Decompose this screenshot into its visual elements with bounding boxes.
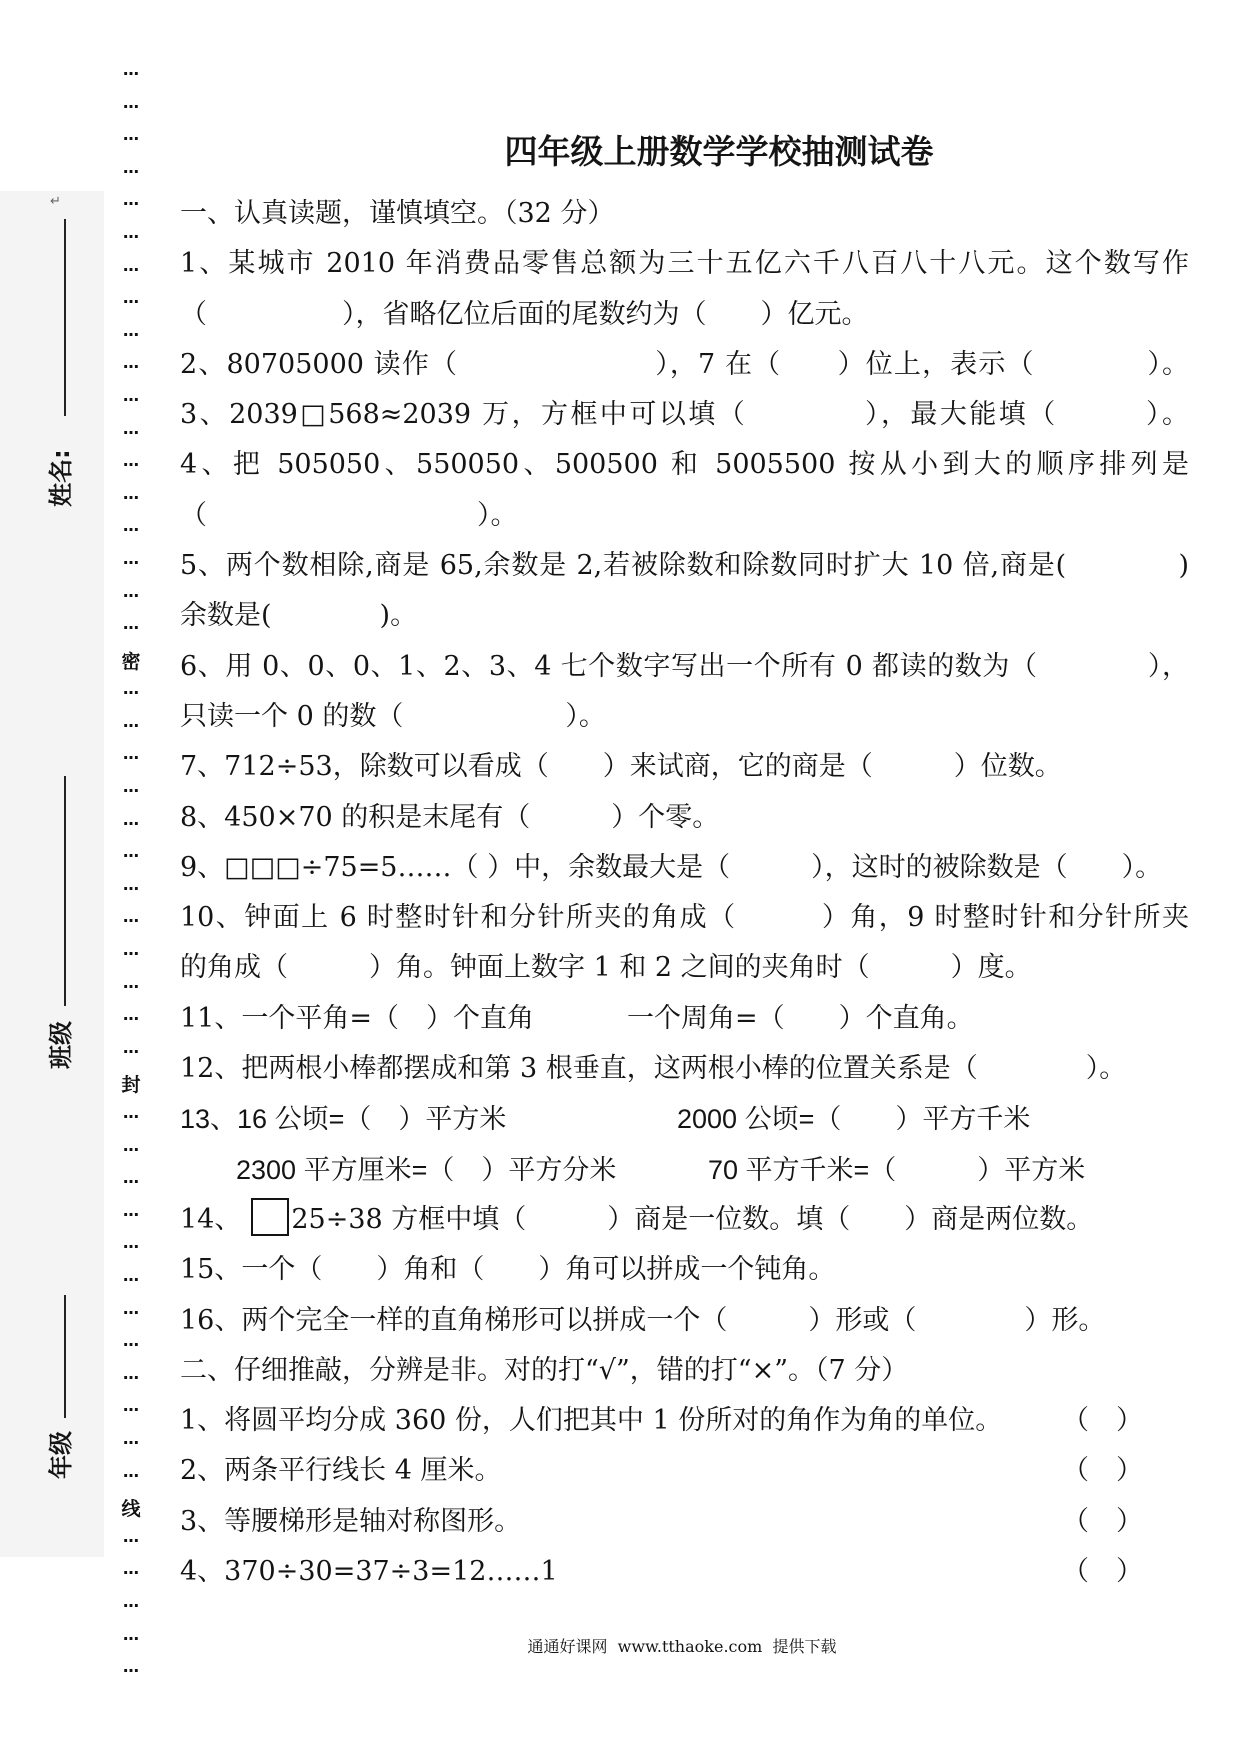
question-4-line-2: （ ）。 <box>180 499 518 531</box>
dot-leader: … <box>123 842 139 862</box>
question-3: 3、2039□568≈2039 万，方框中可以填（ ），最大能填（ ）。 <box>180 399 1189 431</box>
judgement-item-3 <box>180 1497 1189 1547</box>
dot-leader: … <box>123 255 139 275</box>
dot-leader: … <box>123 320 139 340</box>
dot-leader: … <box>123 1559 139 1579</box>
question-8: 8、450×70 的积是末尾有（ ）个零。 <box>180 801 720 833</box>
dot-leader: … <box>123 1331 139 1351</box>
judgement-item-2 <box>180 1446 1189 1496</box>
dot-leader: … <box>123 809 139 829</box>
dot-leader: … <box>123 1200 139 1220</box>
dot-leader: … <box>123 92 139 112</box>
question-1-line-2: （ ），省略亿位后面的尾数约为（ ）亿元。 <box>180 298 869 330</box>
judgement-item-2-text: 2、两条平行线长 4 厘米。 <box>180 1455 502 1487</box>
name-label: 姓名: <box>47 449 75 507</box>
dot-leader: … <box>123 1657 139 1677</box>
judgement-item-1-answer: （ ） <box>1062 1405 1143 1437</box>
paragraph-mark: ↵ <box>50 194 61 209</box>
page-footer: 通通好课网 www.tthaoke.com 提供下载 <box>527 1637 837 1656</box>
dot-leader: … <box>123 1298 139 1318</box>
dot-leader: … <box>123 1591 139 1611</box>
dot-leader: … <box>123 1526 139 1546</box>
dot-leader: … <box>123 1005 139 1025</box>
question-13-cm2-to-dm2: 2300 平方厘米=（ ）平方分米 <box>236 1154 617 1185</box>
dot-leader: … <box>123 1103 139 1122</box>
question-1-line-1: 1、某城市 2010 年消费品零售总额为三十五亿六千八百八十八元。这个数写作 <box>180 248 1189 280</box>
dot-leader: … <box>123 157 139 177</box>
dot-leader: … <box>123 940 139 960</box>
question-6-line-1: 6、用 0、0、0、1、2、3、4 七个数字写出一个所有 0 都读的数为（ ）， <box>180 650 1189 682</box>
part2-heading: 二、仔细推敲，分辨是非。对的打“√”，错的打“×”。（7 分） <box>180 1354 909 1386</box>
dot-leader: … <box>123 1233 139 1253</box>
name-write-line <box>64 219 66 416</box>
exam-title: 四年级上册数学学校抽测试卷 <box>504 132 934 171</box>
judgement-item-1 <box>180 1396 1189 1446</box>
question-14-text: 25÷38 方框中填（ ）商是一位数。填（ ）商是两位数。 <box>291 1203 1094 1235</box>
question-14-number: 14、 <box>180 1203 242 1235</box>
question-16: 16、两个完全一样的直角梯形可以拼成一个（ ）形或（ ）形。 <box>180 1304 1106 1336</box>
binding-margin-band <box>0 191 104 1557</box>
judgement-item-4-answer: （ ） <box>1062 1556 1143 1588</box>
question-11-flat-angle: 11、一个平角=（ ）个直角 <box>180 1002 534 1034</box>
dot-leader: … <box>123 548 139 568</box>
dot-leader: … <box>123 483 139 503</box>
dot-leader: … <box>123 777 139 797</box>
dot-leader: … <box>123 1428 139 1448</box>
question-10-line-1: 10、钟面上 6 时整时针和分针所夹的角成（ ）角，9 时整时针和分针所夹 <box>180 902 1189 934</box>
seal-line-column <box>114 60 148 1690</box>
question-7: 7、712÷53，除数可以看成（ ）来试商，它的商是（ ）位数。 <box>180 751 1062 783</box>
dot-leader: … <box>123 907 139 927</box>
class-write-line <box>64 776 66 1006</box>
exam-body <box>180 189 1189 1597</box>
judgement-item-4-text: 4、370÷30=37÷3=12……1 <box>180 1556 558 1588</box>
dot-leader: … <box>123 711 139 731</box>
part1-heading: 一、认真读题，谨慎填空。（32 分） <box>180 198 615 229</box>
question-10-line-2: 的角成（ ）角。钟面上数字 1 和 2 之间的夹角时（ ）度。 <box>180 952 1032 984</box>
dot-leader: … <box>123 1265 139 1285</box>
dot-leader: … <box>123 125 139 145</box>
dot-leader: … <box>123 614 139 634</box>
question-13-hectare-to-km2: 2000 公顷=（ ）平方千米 <box>677 1104 1031 1135</box>
digit-box <box>251 1198 289 1236</box>
question-12: 12、把两根小棒都摆成和第 3 根垂直，这两根小棒的位置关系是（ ）。 <box>180 1053 1127 1085</box>
dot-leader: … <box>123 1135 139 1155</box>
question-13-hectare-to-m2: 13、16 公顷=（ ）平方米 <box>180 1104 507 1135</box>
judgement-item-3-answer: （ ） <box>1062 1505 1143 1537</box>
dot-leader: … <box>123 581 139 601</box>
dot-leader: … <box>123 1168 139 1188</box>
question-4-line-1: 4、把 505050、550050、500500 和 5005500 按从小到大的顺序排列是 <box>180 449 1189 481</box>
dot-leader: … <box>123 1461 139 1481</box>
grade-write-line <box>64 1295 66 1418</box>
grade-label: 年级 <box>47 1431 75 1479</box>
question-14 <box>180 1195 1189 1245</box>
judgement-item-1-text: 1、将圆平均分成 360 份，人们把其中 1 份所对的角作为角的单位。 <box>180 1405 1003 1437</box>
dot-leader: … <box>123 516 139 536</box>
dot-leader: … <box>123 1624 139 1644</box>
seal-char-feng: 封 <box>121 1074 141 1097</box>
dot-leader: … <box>123 972 139 992</box>
dot-leader: … <box>123 418 139 438</box>
dot-leader: … <box>123 1037 139 1057</box>
dot-leader: … <box>123 222 139 242</box>
question-2: 2、80705000 读作（ ），7 在（ ）位上，表示（ ）。 <box>180 348 1189 380</box>
question-11-full-angle: 一个周角=（ ）个直角。 <box>627 1002 974 1034</box>
seal-char-mi: 密 <box>121 650 141 673</box>
question-13-row-2 <box>180 1145 1189 1195</box>
question-5-line-1: 5、两个数相除,商是 65,余数是 2,若被除数和除数同时扩大 10 倍,商是( ) <box>180 550 1189 582</box>
dot-leader: … <box>123 679 139 699</box>
question-5-line-2: 余数是( )。 <box>180 600 418 632</box>
dot-leader: … <box>123 288 139 308</box>
question-15: 15、一个（ ）角和（ ）角可以拼成一个钝角。 <box>180 1254 836 1286</box>
question-13-km2-to-m2: 70 平方千米=（ ）平方米 <box>708 1154 1086 1185</box>
dot-leader: … <box>123 385 139 405</box>
judgement-item-2-answer: （ ） <box>1062 1455 1143 1487</box>
question-6-line-2: 只读一个 0 的数（ ）。 <box>180 700 606 732</box>
judgement-item-4 <box>180 1547 1189 1597</box>
dot-leader: … <box>123 451 139 471</box>
seal-char-xian: 线 <box>121 1498 141 1521</box>
question-11 <box>180 994 1189 1044</box>
dot-leader: … <box>123 353 139 373</box>
class-label: 班级 <box>47 1021 75 1069</box>
question-13-row-1 <box>180 1094 1189 1144</box>
judgement-item-3-text: 3、等腰梯形是轴对称图形。 <box>180 1505 522 1537</box>
dot-leader: … <box>123 1363 139 1383</box>
dot-leader: … <box>123 60 139 79</box>
dot-leader: … <box>123 190 139 210</box>
dot-leader: … <box>123 874 139 894</box>
dot-leader: … <box>123 1396 139 1416</box>
dot-leader: … <box>123 744 139 764</box>
question-9: 9、□□□÷75=5……（ ）中，余数最大是（ ），这时的被除数是（ ）。 <box>180 851 1163 883</box>
